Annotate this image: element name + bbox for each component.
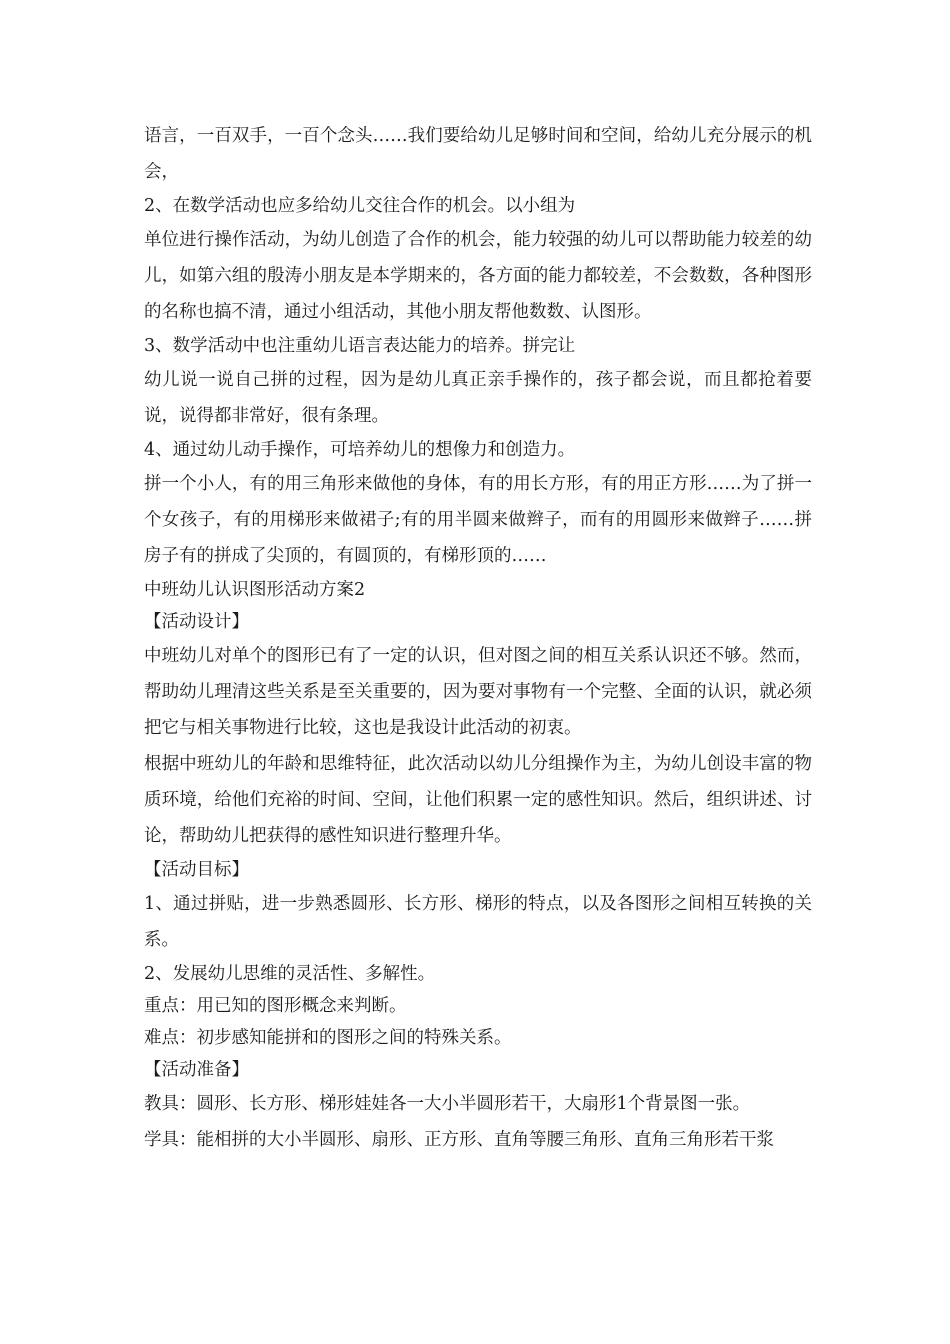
paragraph-goal-2: 2、发展幼儿思维的灵活性、多解性。 [144, 964, 436, 984]
paragraph-difficulty: 难点：初步感知能拼和的图形之间的特殊关系。 [144, 1028, 512, 1048]
paragraph-intro-continuation: 语言，一百双手，一百个念头……我们要给幼儿足够时间和空间，给幼儿充分展示的机会， [144, 126, 812, 182]
paragraph-goal-1: 1、通过拼贴，进一步熟悉圆形、长方形、梯形的特点，以及各图形之间相互转换的关系。 [144, 894, 812, 950]
paragraph-point-4-title: 4、通过幼儿动手操作，可培养幼儿的想像力和创造力。 [144, 440, 576, 460]
section-heading-activity-goals: 【活动目标】 [144, 860, 249, 880]
paragraph-design-1: 中班幼儿对单个的图形已有了一定的认识，但对图之间的相互关系认识还不够。然而，帮助幼儿理清这些关系是至关重要的，因为要对事物有一个完整、全面的认识，就必须把它与相关事物进行比较，这也是我设计此活动的初衷。 [144, 646, 812, 738]
paragraph-point-2-body: 单位进行操作活动，为幼儿创造了合作的机会，能力较强的幼儿可以帮助能力较差的幼儿，如第六组的殷涛小朋友是本学期来的，各方面的能力都较差，不会数数，各种图形的名称也搞不清，通过小组活动，其他小朋友帮他数数、认图形。 [144, 230, 812, 322]
paragraph-design-2: 根据中班幼儿的年龄和思维特征，此次活动以幼儿分组操作为主，为幼儿创设丰富的物质环境，给他们充裕的时间、空间，让他们积累一定的感性知识。然后，组织讲述、讨论，帮助幼儿把获得的感性知识进行整理升华。 [144, 754, 812, 846]
section-heading-activity-preparation: 【活动准备】 [144, 1060, 249, 1080]
paragraph-point-4-body: 拼一个小人，有的用三角形来做他的身体，有的用长方形，有的用正方形……为了拼一个女孩子，有的用梯形来做裙子;有的用半圆来做辫子，而有的用圆形来做辫子……拼房子有的拼成了尖顶的，有圆顶的，有梯形顶的…… [144, 474, 812, 566]
paragraph-point-2-title: 2、在数学活动也应多给幼儿交往合作的机会。以小组为 [144, 196, 576, 216]
paragraph-key-point: 重点：用已知的图形概念来判断。 [144, 996, 407, 1016]
document-body [144, 118, 812, 1158]
paragraph-point-3-title: 3、数学活动中也注重幼儿语言表达能力的培养。拼完让 [144, 336, 576, 356]
plan-2-title: 中班幼儿认识图形活动方案2 [144, 580, 366, 600]
paragraph-teaching-aids: 教具：圆形、长方形、梯形娃娃各一大小半圆形若干，大扇形1个背景图一张。 [144, 1094, 751, 1114]
paragraph-point-3-body: 幼儿说一说自己拼的过程，因为是幼儿真正亲手操作的，孩子都会说，而且都抢着要说，说得都非常好，很有条理。 [144, 370, 812, 426]
section-heading-activity-design: 【活动设计】 [144, 612, 249, 632]
paragraph-learning-aids: 学具：能相拼的大小半圆形、扇形、正方形、直角等腰三角形、直角三角形若干浆 [144, 1130, 774, 1150]
